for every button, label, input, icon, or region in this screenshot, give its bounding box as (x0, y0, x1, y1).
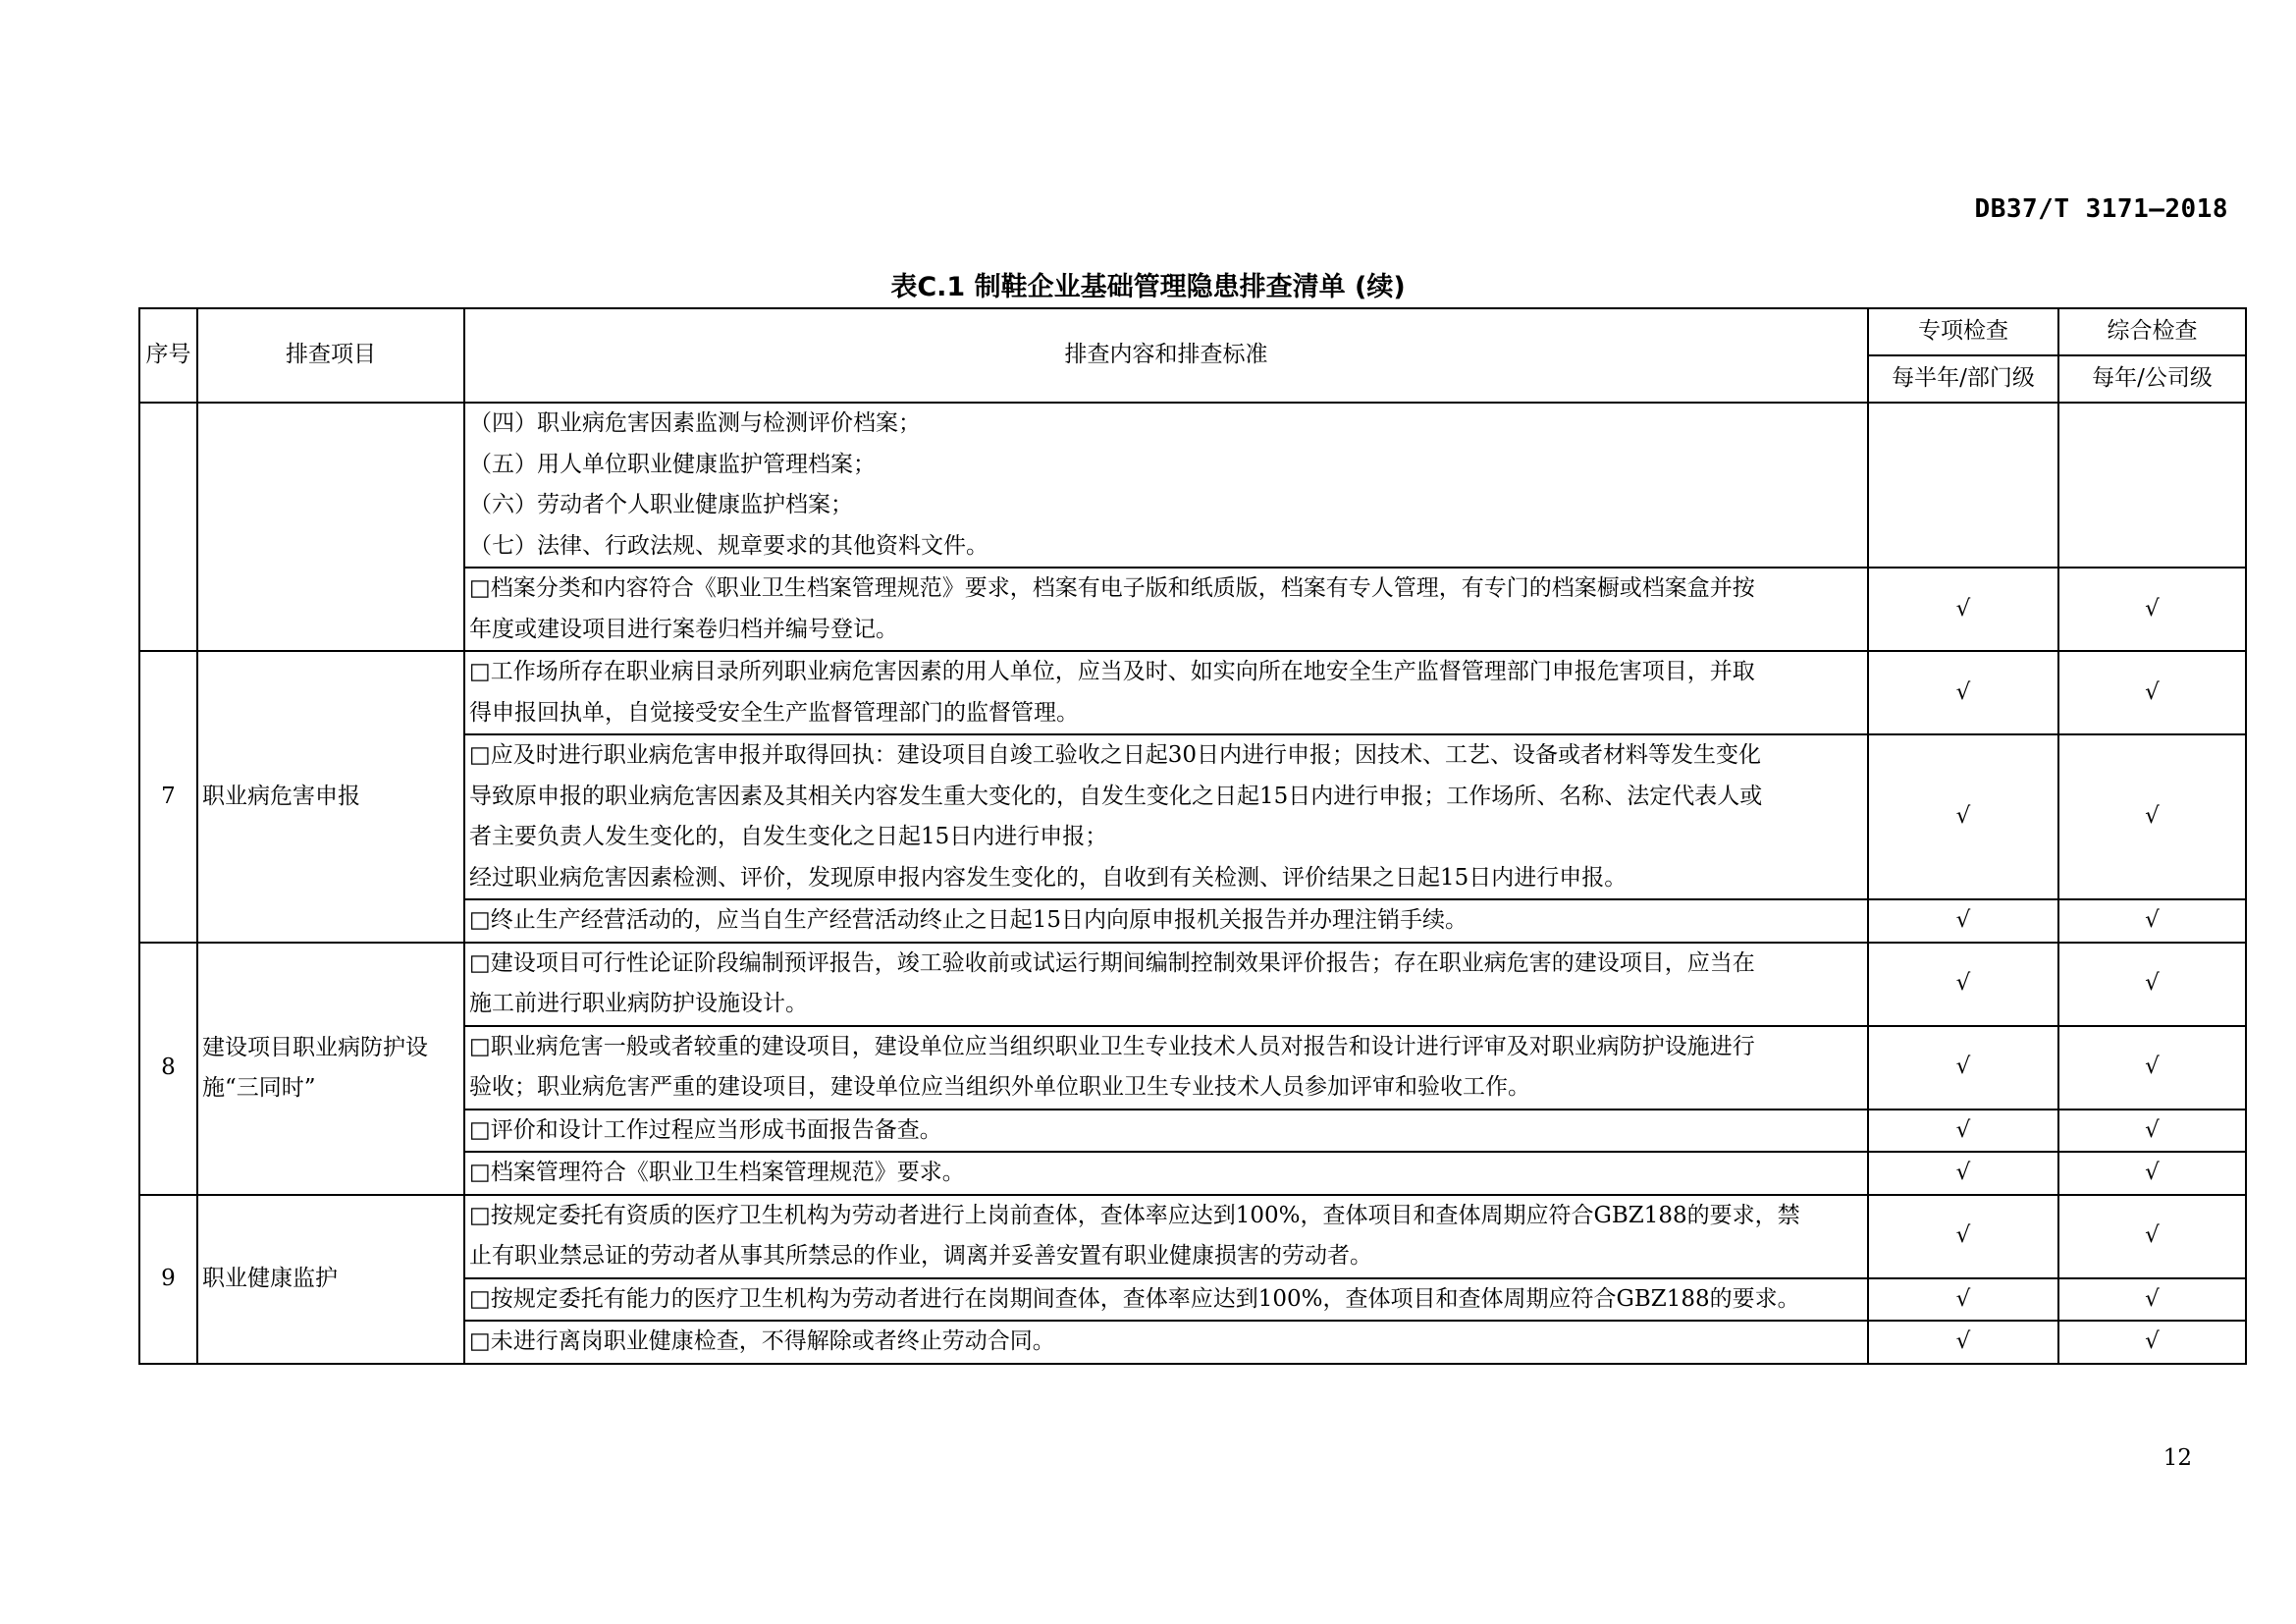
general-check-mark: √ (2058, 899, 2246, 943)
header-general-frequency: 每年/公司级 (2058, 355, 2246, 403)
general-check-mark: √ (2058, 1152, 2246, 1195)
inspection-item (197, 651, 464, 943)
table-row (139, 403, 2246, 568)
table-row (139, 1195, 2246, 1278)
content-line: □按规定委托有资质的医疗卫生机构为劳动者进行上岗前查体，查体率应达到100%，查体项目和查体周期应符合GBZ188的要求，禁 (469, 1202, 1800, 1228)
content-line: （六）劳动者个人职业健康监护档案； (469, 492, 853, 517)
general-check-mark: √ (2058, 1026, 2246, 1110)
content-line: 年度或建设项目进行案卷归档并编号登记。 (469, 616, 898, 642)
inspection-content (464, 568, 1868, 651)
special-check-mark: √ (1868, 1152, 2058, 1195)
content-line: （四）职业病危害因素监测与检测评价档案； (469, 410, 921, 436)
special-check-mark (1868, 403, 2058, 568)
inspection-content (464, 651, 1868, 734)
table-row (139, 651, 2246, 734)
special-check-mark: √ (1868, 1278, 2058, 1322)
content-line: 施工前进行职业病防护设施设计。 (469, 991, 808, 1016)
inspection-item (197, 1195, 464, 1364)
header-general-check: 综合检查 (2058, 308, 2246, 355)
content-line: □职业病危害一般或者较重的建设项目，建设单位应当组织职业卫生专业技术人员对报告和设计进行评审及对职业病防护设施进行 (469, 1033, 1755, 1059)
inspection-item-line: 职业健康监护 (202, 1265, 338, 1291)
row-number: 7 (139, 651, 197, 943)
general-check-mark: √ (2058, 568, 2246, 651)
content-line: 导致原申报的职业病危害因素及其相关内容发生重大变化的，自发生变化之日起15日内进行申报；工作场所、名称、法定代表人或 (469, 783, 1763, 809)
content-line: □按规定委托有能力的医疗卫生机构为劳动者进行在岗期间查体，查体率应达到100%，查体项目和查体周期应符合GBZ188的要求。 (469, 1285, 1800, 1312)
special-check-mark: √ (1868, 734, 2058, 899)
inspection-content (464, 1278, 1868, 1322)
inspection-content (464, 1110, 1868, 1153)
inspection-content (464, 734, 1868, 899)
row-number (139, 403, 197, 651)
content-line: （五）用人单位职业健康监护管理档案； (469, 451, 876, 477)
header-no: 序号 (139, 308, 197, 403)
general-check-mark: √ (2058, 1195, 2246, 1278)
inspection-content (464, 1152, 1868, 1195)
row-number: 8 (139, 943, 197, 1195)
table-caption: 表C.1 制鞋企业基础管理隐患排查清单 (续) (890, 272, 1406, 302)
content-line: □应及时进行职业病危害申报并取得回执：建设项目自竣工验收之日起30日内进行申报；因技术、工艺、设备或者材料等发生变化 (469, 742, 1761, 768)
special-check-mark: √ (1868, 899, 2058, 943)
inspection-content (464, 943, 1868, 1026)
table-row (139, 943, 2246, 1026)
special-check-mark: √ (1868, 1026, 2058, 1110)
inspection-item (197, 403, 464, 651)
content-line: □建设项目可行性论证阶段编制预评报告，竣工验收前或试运行期间编制控制效果评价报告；存在职业病危害的建设项目，应当在 (469, 949, 1755, 976)
general-check-mark: √ (2058, 943, 2246, 1026)
general-check-mark: √ (2058, 651, 2246, 734)
content-line: 得申报回执单，自觉接受安全生产监督管理部门的监督管理。 (469, 699, 1079, 726)
header-special-check: 专项检查 (1868, 308, 2058, 355)
inspection-content (464, 899, 1868, 943)
content-line: （七）法律、行政法规、规章要求的其他资料文件。 (469, 532, 988, 559)
content-line: 者主要负责人发生变化的，自发生变化之日起15日内进行申报； (469, 824, 1108, 849)
general-check-mark: √ (2058, 1278, 2246, 1322)
header-item: 排查项目 (197, 308, 464, 403)
table-body (139, 403, 2246, 1364)
general-check-mark (2058, 403, 2246, 568)
content-line: □未进行离岗职业健康检查，不得解除或者终止劳动合同。 (469, 1328, 1055, 1354)
special-check-mark: √ (1868, 943, 2058, 1026)
inspection-item-line: 建设项目职业病防护设 (202, 1034, 428, 1060)
special-check-mark: √ (1868, 1110, 2058, 1153)
inspection-content (464, 1026, 1868, 1110)
special-check-mark: √ (1868, 1321, 2058, 1364)
inspection-content (464, 1195, 1868, 1278)
content-line: □工作场所存在职业病目录所列职业病危害因素的用人单位，应当及时、如实向所在地安全生产监督管理部门申报危害项目，并取 (469, 659, 1755, 684)
header-content: 排查内容和排查标准 (464, 308, 1868, 403)
content-line: □档案管理符合《职业卫生档案管理规范》要求。 (469, 1160, 965, 1185)
content-line: 验收；职业病危害严重的建设项目，建设单位应当组织外单位职业卫生专业技术人员参加评审和验收工作。 (469, 1074, 1530, 1100)
special-check-mark: √ (1868, 651, 2058, 734)
document-id: DB37/T 3171—2018 (1974, 194, 2228, 224)
header-special-frequency: 每半年/部门级 (1868, 355, 2058, 403)
special-check-mark: √ (1868, 568, 2058, 651)
content-line: □档案分类和内容符合《职业卫生档案管理规范》要求，档案有电子版和纸质版，档案有专人管理，有专门的档案橱或档案盒并按 (469, 575, 1755, 601)
general-check-mark: √ (2058, 1321, 2246, 1364)
inspection-content (464, 403, 1868, 568)
general-check-mark: √ (2058, 734, 2246, 899)
page-number: 12 (2163, 1445, 2192, 1471)
inspection-item-line: 施“三同时” (202, 1075, 316, 1101)
content-line: 止有职业禁忌证的劳动者从事其所禁忌的作业，调离并妥善安置有职业健康损害的劳动者。 (469, 1243, 1372, 1269)
checklist-table (138, 307, 2247, 1365)
inspection-content (464, 1321, 1868, 1364)
general-check-mark: √ (2058, 1110, 2246, 1153)
row-number: 9 (139, 1195, 197, 1364)
content-line: □评价和设计工作过程应当形成书面报告备查。 (469, 1116, 942, 1143)
inspection-item-line: 职业病危害申报 (202, 783, 360, 809)
inspection-item (197, 943, 464, 1195)
content-line: 经过职业病危害因素检测、评价，发现原申报内容发生变化的，自收到有关检测、评价结果之日起15日内进行申报。 (469, 864, 1628, 891)
special-check-mark: √ (1868, 1195, 2058, 1278)
content-line: □终止生产经营活动的，应当自生产经营活动终止之日起15日内向原申报机关报告并办理注销手续。 (469, 907, 1468, 933)
